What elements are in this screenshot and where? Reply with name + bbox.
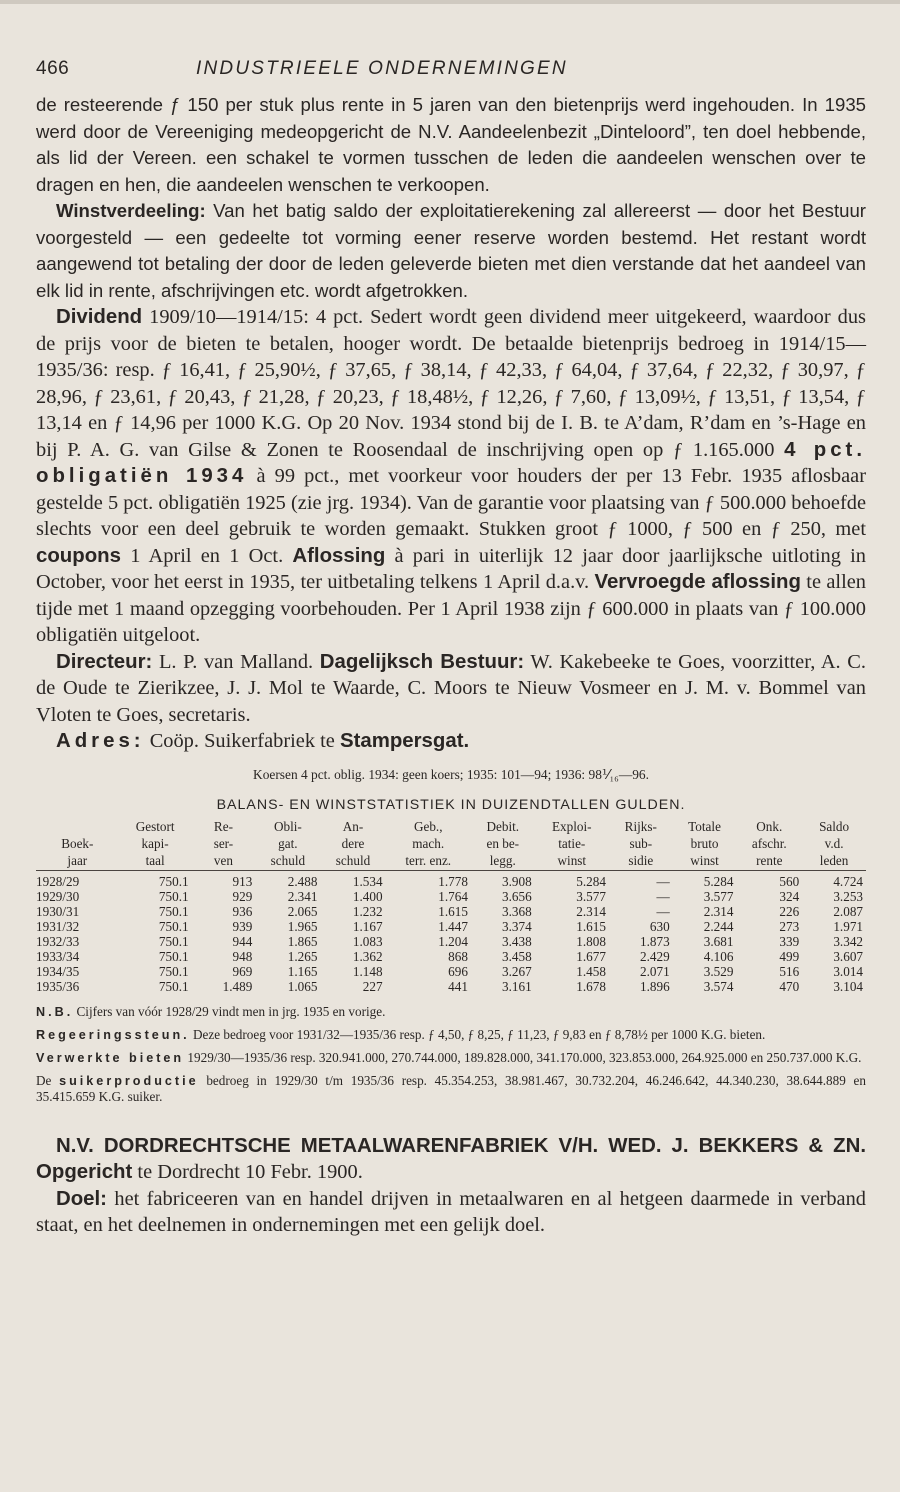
label-obligatien-1934: 4 pct. obligatiën 1934 (36, 438, 866, 487)
row-year: 1934/35 (36, 963, 80, 979)
column-header: legg. (471, 853, 535, 871)
table-cell: 3.253 (833, 888, 863, 904)
table-cell: 939 (232, 918, 253, 934)
label-doel: Doel: (56, 1187, 107, 1210)
column-header: Debit. (486, 818, 520, 834)
table-cell: 750.1 (158, 978, 189, 994)
text-adres: Coöp. Suikerfabriek te (144, 730, 340, 752)
table-cell: 4.724 (833, 873, 863, 889)
column-header: v.d. (824, 835, 844, 851)
table-cell: 1.615 (438, 903, 468, 919)
table-caption: BALANS- EN WINSTSTATISTIEK IN DUIZENDTALLEN GULDEN. (216, 796, 686, 813)
column-header: Geb., (413, 818, 443, 834)
table-row (36, 904, 866, 919)
table-cell: 1.965 (287, 918, 318, 934)
text-dividend-3: 1 April en 1 Oct. (120, 544, 293, 567)
table-cell: 1.534 (352, 873, 383, 889)
table-cell: — (656, 903, 670, 919)
label-directeur: Directeur: (56, 650, 153, 673)
table-cell: 1.896 (640, 978, 670, 994)
table-cell: 3.458 (501, 948, 532, 964)
note-suikerproductie (36, 1073, 866, 1105)
text-regeeringssteun: Deze bedroeg voor 1931/32—1935/36 resp. ƒ 4,50, ƒ 8,25, ƒ 11,23, ƒ 9,83 en ƒ 8,78½ per 1000 K.G. bieten. (189, 1026, 766, 1042)
table-cell: 944 (232, 933, 253, 949)
column-header: dere (341, 835, 365, 851)
text-dividend-1: 1909/10—1914/15: 4 pct. Sedert wordt geen dividend meer uitgekeerd, waardoor dus de prijs voor de bieten te betalen, hooger wordt. De betaalde bietenprijs bedroeg in 1914/15—1935/36: resp. ƒ 16,41, ƒ 25,90½, ƒ 37,65, ƒ 38,14, ƒ 42,33, ƒ 64,04, ƒ 37,64, ƒ 22,32, ƒ 30,97, ƒ 28,96, ƒ 23,61, ƒ 20,43, ƒ 21,28, ƒ 20,23, ƒ 18,48½, ƒ 12,26, ƒ 7,60, ƒ 13,09½, ƒ 13,51, ƒ 13,54, ƒ 13,14 en ƒ 14,96 per 1000 K.G. Op 20 Nov. 1934 stond bij de I. B. te A’dam, R’dam en ’s-Hage en bij P. A. G. van Gilse & Zonen te Roosendaal de inschrijving open op ƒ 1.165.000 (36, 306, 866, 461)
column-header: schuld (320, 853, 385, 871)
koersen-line: Koersen 4 pct. oblig. 1934: geen koers; 1935: 101—94; 1936: 98⅟₁₆—96. (253, 766, 649, 782)
table-body (36, 870, 866, 994)
table-cell: 1.615 (576, 918, 606, 934)
table-row (36, 964, 866, 979)
statistics-table (36, 819, 866, 994)
column-header: ven (192, 853, 256, 871)
column-header: en be- (486, 835, 520, 851)
table-cell: 1.808 (576, 933, 606, 949)
label-dividend: Dividend (56, 306, 143, 328)
table-cell: 3.577 (703, 888, 734, 904)
label-winstverdeeling: Winstverdeeling: (56, 200, 206, 221)
table-cell: 3.656 (501, 888, 532, 904)
table-cell: 1.865 (287, 933, 318, 949)
table-cell: 868 (448, 948, 468, 964)
table-cell: — (656, 888, 670, 904)
table-cell: 929 (232, 888, 253, 904)
table-header (36, 819, 866, 871)
column-header: sub- (629, 835, 653, 851)
row-year: 1932/33 (36, 933, 80, 949)
company-doel (36, 1186, 866, 1239)
table-cell: 1.873 (640, 933, 670, 949)
column-header: Boek- (61, 835, 94, 851)
column-header: tatie- (558, 835, 586, 851)
text-opgericht: te Dordrecht 10 Febr. 1900. (132, 1161, 363, 1183)
paragraph-directeur (36, 649, 866, 729)
table-cell: 1.232 (352, 903, 383, 919)
column-header: rente (736, 853, 802, 871)
table-cell: 1.165 (287, 963, 318, 979)
table-cell: 2.341 (287, 888, 318, 904)
row-year: 1935/36 (36, 978, 80, 994)
table-notes (36, 1004, 866, 1105)
paragraph-dividend (36, 304, 866, 649)
table-cell: 1.678 (576, 978, 606, 994)
text-verwerkte-bieten: 1929/30—1935/36 resp. 320.941.000, 270.744.000, 189.828.000, 341.170.000, 323.853.000, 264.925.000 en 250.737.000 K.G. (184, 1049, 862, 1065)
text-suikerproductie: bedroeg in 1929/30 t/m 1935/36 resp. 45.354.253, 38.981.467, 30.732.204, 46.246.642, 44.340.230, 38.644.889 en 35.415.659 K.G. suiker. (36, 1072, 866, 1104)
row-year: 1930/31 (36, 903, 80, 919)
table-cell: 3.574 (703, 978, 734, 994)
column-header: Rijks- (624, 818, 657, 834)
label-regeeringssteun: Regeeringssteun. (36, 1027, 190, 1042)
table-cell: 1.677 (576, 948, 606, 964)
column-header: winst (535, 853, 609, 871)
column-header: Saldo (819, 818, 850, 834)
table-cell: 3.374 (501, 918, 532, 934)
text-suik-pre: De (36, 1072, 60, 1088)
table-cell: 696 (448, 963, 468, 979)
column-header: gat. (278, 835, 298, 851)
table-cell: 1.362 (352, 948, 383, 964)
label-nb: N.B. (36, 1004, 74, 1019)
company-paragraph (36, 1133, 866, 1186)
table-cell: 3.014 (833, 963, 863, 979)
paragraph-aandeelenbezit: de resteerende ƒ 150 per stuk plus rente in 5 jaren van den bietenprijs werd ingehouden. In 1935 werd door de Vereeniging medeopgericht de N.V. Aandeelenbezit „Dinteloord”, ten doel hebbende, als lid der Vereen. een schakel te vormen tusschen de leden die aandeelen wenschen over te dragen en hen, die aandeelen wenschen te verkoopen. (36, 94, 866, 195)
table-cell: 1.083 (352, 933, 383, 949)
table-cell: 2.071 (640, 963, 670, 979)
column-header: afschr. (751, 835, 787, 851)
column-header: Re- (213, 818, 233, 834)
text-bestuur: W. Kakebeeke te Goes, voorzitter, A. C. de Oude te Zierikzee, J. J. Mol te Waarde, C. Moors te Nieuw Vosmeer en J. M. v. Bommel van Vloten te Goes, secretaris. (36, 650, 866, 726)
table-cell: 750.1 (158, 948, 189, 964)
column-header (36, 819, 119, 836)
table-cell: 2.065 (287, 903, 318, 919)
table-cell: 1.400 (352, 888, 383, 904)
table-cell: 3.529 (703, 963, 734, 979)
column-header: winst (673, 853, 737, 871)
table-row (36, 934, 866, 949)
table-cell: 2.488 (287, 873, 318, 889)
header-row (36, 853, 866, 871)
table-cell: 750.1 (158, 888, 189, 904)
note-nb (36, 1004, 866, 1020)
company-name: N.V. DORDRECHTSCHE METAALWARENFABRIEK V/H. WED. J. BEKKERS & ZN. (56, 1134, 866, 1157)
table-cell: 1.764 (438, 888, 468, 904)
column-header: Exploi- (552, 818, 592, 834)
table-cell: 969 (232, 963, 253, 979)
table-cell: 2.244 (703, 918, 734, 934)
column-header: schuld (255, 853, 320, 871)
column-header: Gestort (135, 818, 175, 834)
table-cell: 273 (779, 918, 800, 934)
table-cell: 441 (448, 978, 468, 994)
row-year: 1931/32 (36, 918, 80, 934)
table-cell: 339 (779, 933, 800, 949)
table-cell: 2.087 (833, 903, 863, 919)
paragraph-winstverdeeling (36, 198, 866, 304)
text-dividend-5: te allen tijde met 1 maand opzegging voorbehouden. Per 1 April 1938 zijn ƒ 600.000 in plaats van ƒ 100.000 obligatiën uitgeloot. (36, 571, 866, 646)
column-header: Obli- (273, 818, 302, 834)
table-cell: 499 (779, 948, 800, 964)
table-cell: 750.1 (158, 873, 189, 889)
table-cell: 1.065 (287, 978, 318, 994)
page-header (36, 58, 866, 92)
column-header: Onk. (756, 818, 783, 834)
running-title: INDUSTRIEELE ONDERNEMINGEN (196, 58, 568, 79)
table-cell: 750.1 (158, 918, 189, 934)
table-cell: 516 (779, 963, 800, 979)
page-number: 466 (36, 58, 70, 79)
table-cell: 3.577 (576, 888, 606, 904)
table-cell: 2.314 (703, 903, 734, 919)
column-header: jaar (36, 853, 119, 871)
table-cell: 3.267 (501, 963, 532, 979)
table-cell: 750.1 (158, 903, 189, 919)
row-year: 1929/30 (36, 888, 80, 904)
label-aflossing: Aflossing (292, 544, 386, 567)
table-cell: 2.429 (640, 948, 670, 964)
table-row (36, 949, 866, 964)
text-directeur: L. P. van Malland. (152, 650, 320, 673)
table-cell: 1.204 (438, 933, 468, 949)
label-suikerproductie: suikerproductie (59, 1073, 199, 1088)
table-cell: 1.447 (438, 918, 468, 934)
row-year: 1933/34 (36, 948, 80, 964)
table-cell: 4.106 (703, 948, 734, 964)
table-cell: 1.489 (222, 978, 253, 994)
table-cell: 3.161 (501, 978, 532, 994)
table-cell: 324 (779, 888, 800, 904)
table-cell: 1.778 (438, 873, 468, 889)
table-cell: 630 (649, 918, 670, 934)
table-cell: 3.104 (833, 978, 863, 994)
table-cell: 3.681 (703, 933, 734, 949)
table-cell: 3.908 (501, 873, 532, 889)
table-cell: 1.167 (352, 918, 383, 934)
table-cell: 2.314 (576, 903, 606, 919)
text-dividend-4: à pari in uiterlijk 12 jaar door jaarlijksche uitloting in October, voor het eerst in 1935, ter uitbetaling telkens 1 April d.a.v. (36, 544, 866, 593)
table-cell: 1.265 (287, 948, 318, 964)
label-opgericht: Opgericht (36, 1161, 133, 1183)
label-vervroegde-aflossing: Vervroegde aflossing (594, 571, 801, 593)
table-row (36, 870, 866, 889)
label-adres: Adres: (56, 730, 145, 752)
row-year: 1928/29 (36, 873, 80, 889)
table-cell: 3.607 (833, 948, 863, 964)
column-header: sidie (609, 853, 673, 871)
table-cell: — (656, 873, 670, 889)
paragraph-adres (36, 728, 866, 755)
table-cell: 3.438 (501, 933, 532, 949)
table-cell: 1.148 (352, 963, 383, 979)
table-cell: 1.458 (576, 963, 606, 979)
table-cell: 5.284 (703, 873, 734, 889)
text-doel: het fabriceeren van en handel drijven in metaalwaren en al hetgeen daarmede in verband staat, en het deelnemen in ondernemingen met een gelijk doel. (36, 1187, 866, 1236)
label-coupons: coupons (36, 544, 121, 567)
table-cell: 5.284 (576, 873, 606, 889)
table-cell: 3.368 (501, 903, 532, 919)
table-cell: 227 (362, 978, 383, 994)
table-row (36, 919, 866, 934)
table-cell: 750.1 (158, 963, 189, 979)
table-row (36, 889, 866, 904)
scan-edge (0, 0, 900, 4)
text-dividend-2: à 99 pct., met voorkeur voor houders der per 13 Febr. 1935 aflosbaar gestelde 5 pct. obligatiën 1925 (zie jrg. 1934). Van de garantie voor plaatsing van ƒ 500.000 behoefde slechts voor een deel gebruik te worden gemaakt. Stukken groot ƒ 1000, ƒ 500 en ƒ 250, met (36, 465, 866, 540)
table-cell: 3.342 (833, 933, 863, 949)
column-header: mach. (412, 835, 445, 851)
header-row (36, 819, 866, 836)
table-cell: 470 (779, 978, 800, 994)
column-header: terr. enz. (386, 853, 471, 871)
table-cell: 560 (779, 873, 800, 889)
column-header: bruto (690, 835, 719, 851)
column-header: Totale (688, 818, 721, 834)
column-header: kapi- (141, 835, 169, 851)
text-nb: Cijfers van vóór 1928/29 vindt men in jrg. 1935 en vorige. (73, 1003, 386, 1019)
table-cell: 913 (232, 873, 253, 889)
label-dagelijksch-bestuur: Dagelijksch Bestuur: (319, 650, 525, 673)
table-cell: 226 (779, 903, 800, 919)
company-entry (36, 1133, 866, 1239)
header-row (36, 836, 866, 853)
label-verwerkte-bieten: Verwerkte bieten (36, 1050, 185, 1065)
label-stampersgat: Stampersgat. (339, 730, 470, 752)
text-winstverdeeling: Van het batig saldo der exploitatierekening zal allereerst — door het Bestuur voorgesteld — een gedeelte tot vorming eener reserve worden bestemd. Het restant wordt aangewend tot betaling der door de leden geleverde bieten met dien verstande dat het aandeel van elk lid in rente, afschrijvingen etc. wordt afgetrokken. (36, 200, 866, 301)
column-header: taal (119, 853, 192, 871)
note-verwerkte-bieten (36, 1050, 866, 1066)
column-header: leden (802, 853, 866, 871)
table-row (36, 979, 866, 994)
table-cell: 750.1 (158, 933, 189, 949)
table-cell: 1.971 (833, 918, 863, 934)
note-regeeringssteun (36, 1027, 866, 1043)
table-cell: 948 (232, 948, 253, 964)
column-header: An- (342, 818, 364, 834)
table-cell: 936 (232, 903, 253, 919)
column-header: ser- (213, 835, 234, 851)
